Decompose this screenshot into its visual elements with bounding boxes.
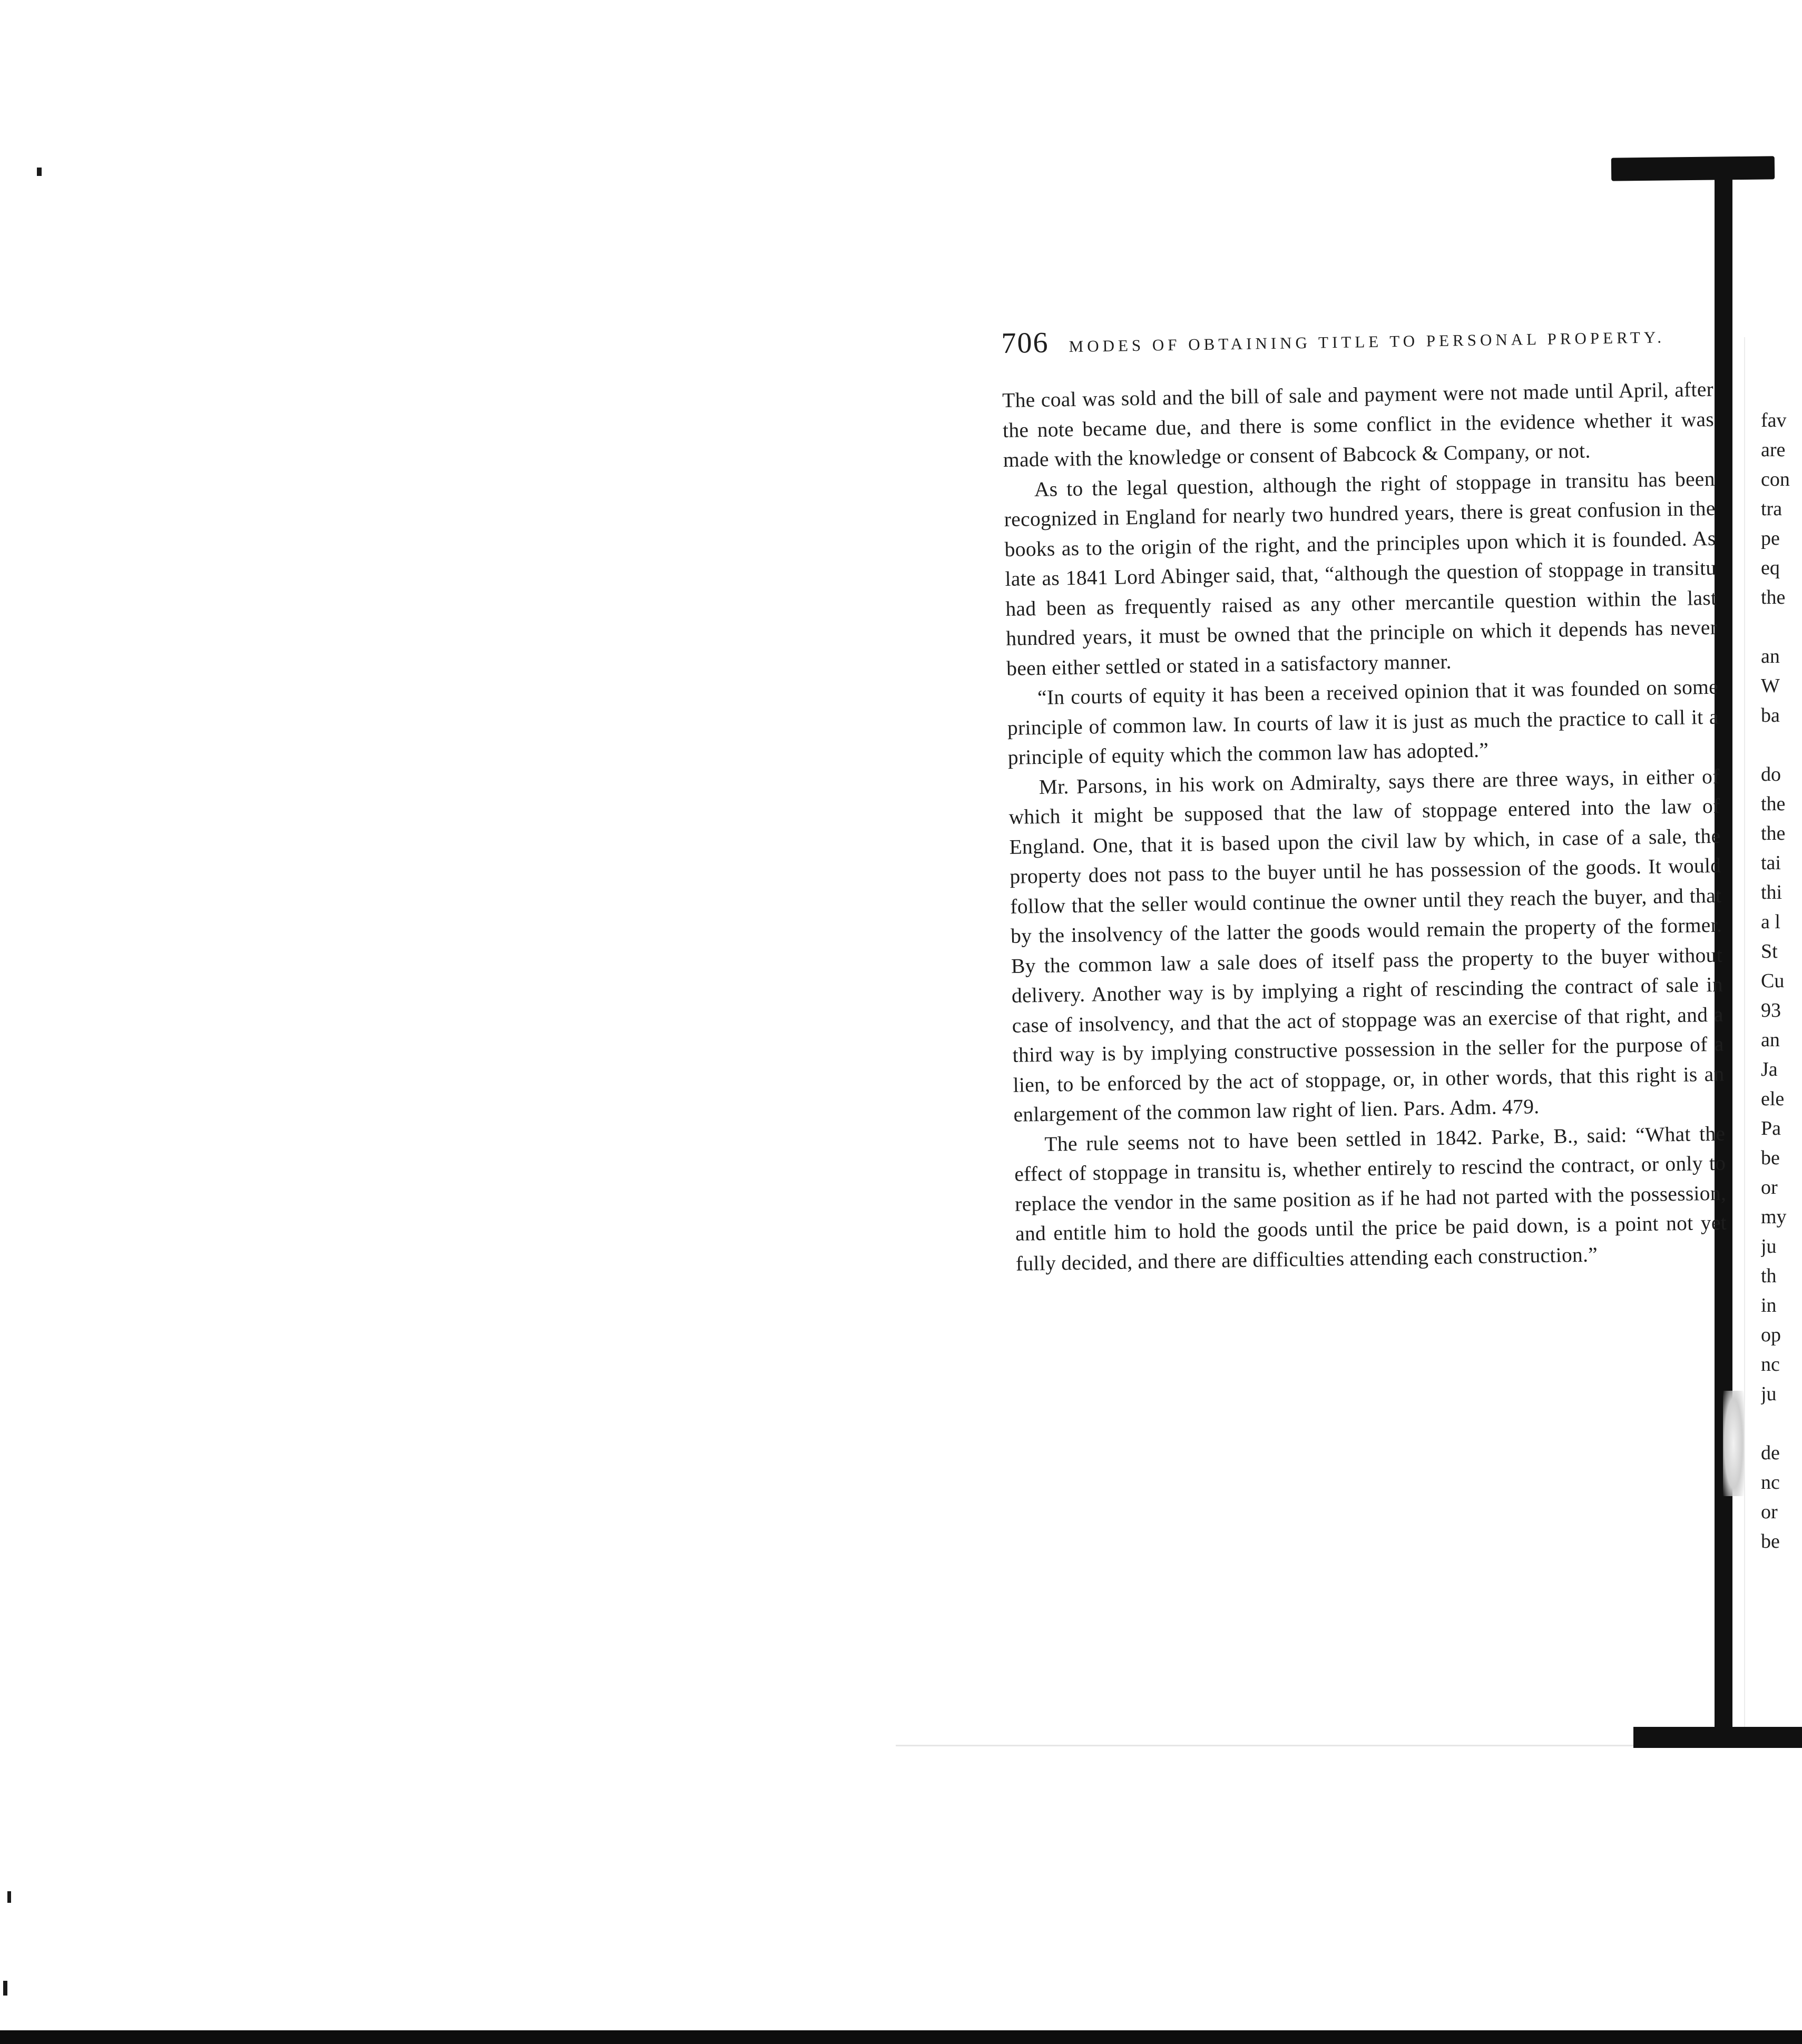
paragraph: The rule seems not to have been settled in 1842. Parke, B., said: “What the effect of stoppage in transitu is, whether entirely to rescind the contract, or only to replace the vendor in the same position as if he had not parted with the possession, and entitle him to hold the goods until the price be paid down, is a point not yet fully decided, and there are difficulties attending each construction.”: [1014, 1122, 1727, 1275]
facing-line: nc: [1761, 1471, 1780, 1493]
facing-line: or: [1761, 1176, 1778, 1198]
page-number: 706: [1001, 326, 1049, 360]
facing-line: nc: [1761, 1353, 1780, 1375]
clamp-shadow: [1723, 1391, 1744, 1496]
facing-line: Pa: [1761, 1117, 1781, 1139]
facing-line: my: [1761, 1206, 1787, 1228]
facing-page-fragment: [1761, 406, 1802, 1556]
facing-line: th: [1761, 1265, 1777, 1287]
paragraph: Mr. Parsons, in his work on Admiralty, says there are three ways, in either of which it might be supposed that the law of stoppage entered into the law of England. One, that it is based upon the civil law by which, in case of a sale, the property does not pass to the buyer until he has possession of the goods. It would follow that the seller would continue the owner until they reach the buyer, and that by the insolvency of the latter the goods would remain the property of the former. By the common law a sale does of itself pass the property to the buyer without delivery. Another way is by implying a right of rescinding the contract of sale in case of insolvency, and that the act of stoppage was an exercise of that right, and a third way is by implying constructive possession in the seller for the purpose of a lien, to be enforced by the act of stoppage, or, in other words, that this right is an enlargement of the common law right of lien. Pars. Adm. 479.: [1008, 764, 1725, 1126]
facing-line: tai: [1761, 852, 1781, 874]
facing-line: the: [1761, 822, 1786, 844]
facing-line: an: [1761, 1029, 1780, 1051]
facing-line: [1761, 1409, 1802, 1438]
facing-line: or: [1761, 1501, 1778, 1523]
paragraph: As to the legal question, although the right of stoppage in transitu has been recognized in England for nearly two hundred years, there is great confusion in the books as to the origin of the right, and the principles upon which it is founded. As late as 1841 Lord Abinger said, that, “although the question of stoppage in transitu had been as frequently raised as any other mercantile question within the last hundred years, it must be owned that the principle on which it depends has never been either settled or stated in a satisfactory manner.: [1004, 467, 1718, 680]
facing-line: the: [1761, 586, 1786, 608]
facing-line: con: [1761, 468, 1790, 490]
running-head-title: MODES OF OBTAINING TITLE TO PERSONAL PROPERTY.: [1069, 328, 1666, 356]
margin-speck: [3, 1981, 7, 1996]
facing-line: W: [1761, 675, 1780, 697]
facing-line: a l: [1761, 911, 1780, 933]
facing-line: the: [1761, 793, 1786, 815]
binding-clamp-top: [1611, 156, 1775, 181]
facing-line: [1761, 612, 1802, 642]
facing-line: op: [1761, 1324, 1781, 1346]
facing-line: tra: [1761, 498, 1783, 520]
margin-speck: [37, 168, 42, 176]
facing-line: 93: [1761, 999, 1781, 1021]
paragraph: The coal was sold and the bill of sale and payment were not made until April, after the note became due, and there is some conflict in the evidence whether it was made with the knowledge or consent of Babcock & Company, or not.: [1002, 377, 1715, 471]
facing-line: do: [1761, 763, 1781, 785]
binding-clamp-bottom: [1633, 1727, 1802, 1748]
paragraph: “In courts of equity it has been a received opinion that it was founded on some principle of common law. In courts of law it is just as much the practice to call it a principle of equity which the common law has adopted.”: [1007, 675, 1719, 769]
facing-line: are: [1761, 439, 1786, 461]
facing-line: St: [1761, 940, 1778, 962]
facing-line: ele: [1761, 1088, 1785, 1110]
facing-line: pe: [1761, 527, 1780, 549]
scan-border-bottom: [0, 2030, 1802, 2044]
book-page: [1001, 316, 1727, 1279]
facing-line: ba: [1761, 704, 1780, 726]
facing-line: Cu: [1761, 970, 1785, 992]
running-head: [1001, 316, 1713, 360]
facing-line: eq: [1761, 557, 1780, 579]
facing-line: in: [1761, 1294, 1777, 1316]
facing-line: an: [1761, 645, 1780, 667]
facing-line: [1761, 730, 1802, 760]
facing-line: be: [1761, 1147, 1780, 1169]
facing-line: be: [1761, 1530, 1780, 1552]
facing-line: ju: [1761, 1235, 1777, 1257]
facing-line: fav: [1761, 409, 1787, 431]
facing-line: de: [1761, 1442, 1780, 1464]
margin-speck: [7, 1891, 11, 1903]
facing-line: ju: [1761, 1383, 1777, 1405]
facing-line: Ja: [1761, 1058, 1778, 1080]
facing-line: thi: [1761, 881, 1783, 903]
